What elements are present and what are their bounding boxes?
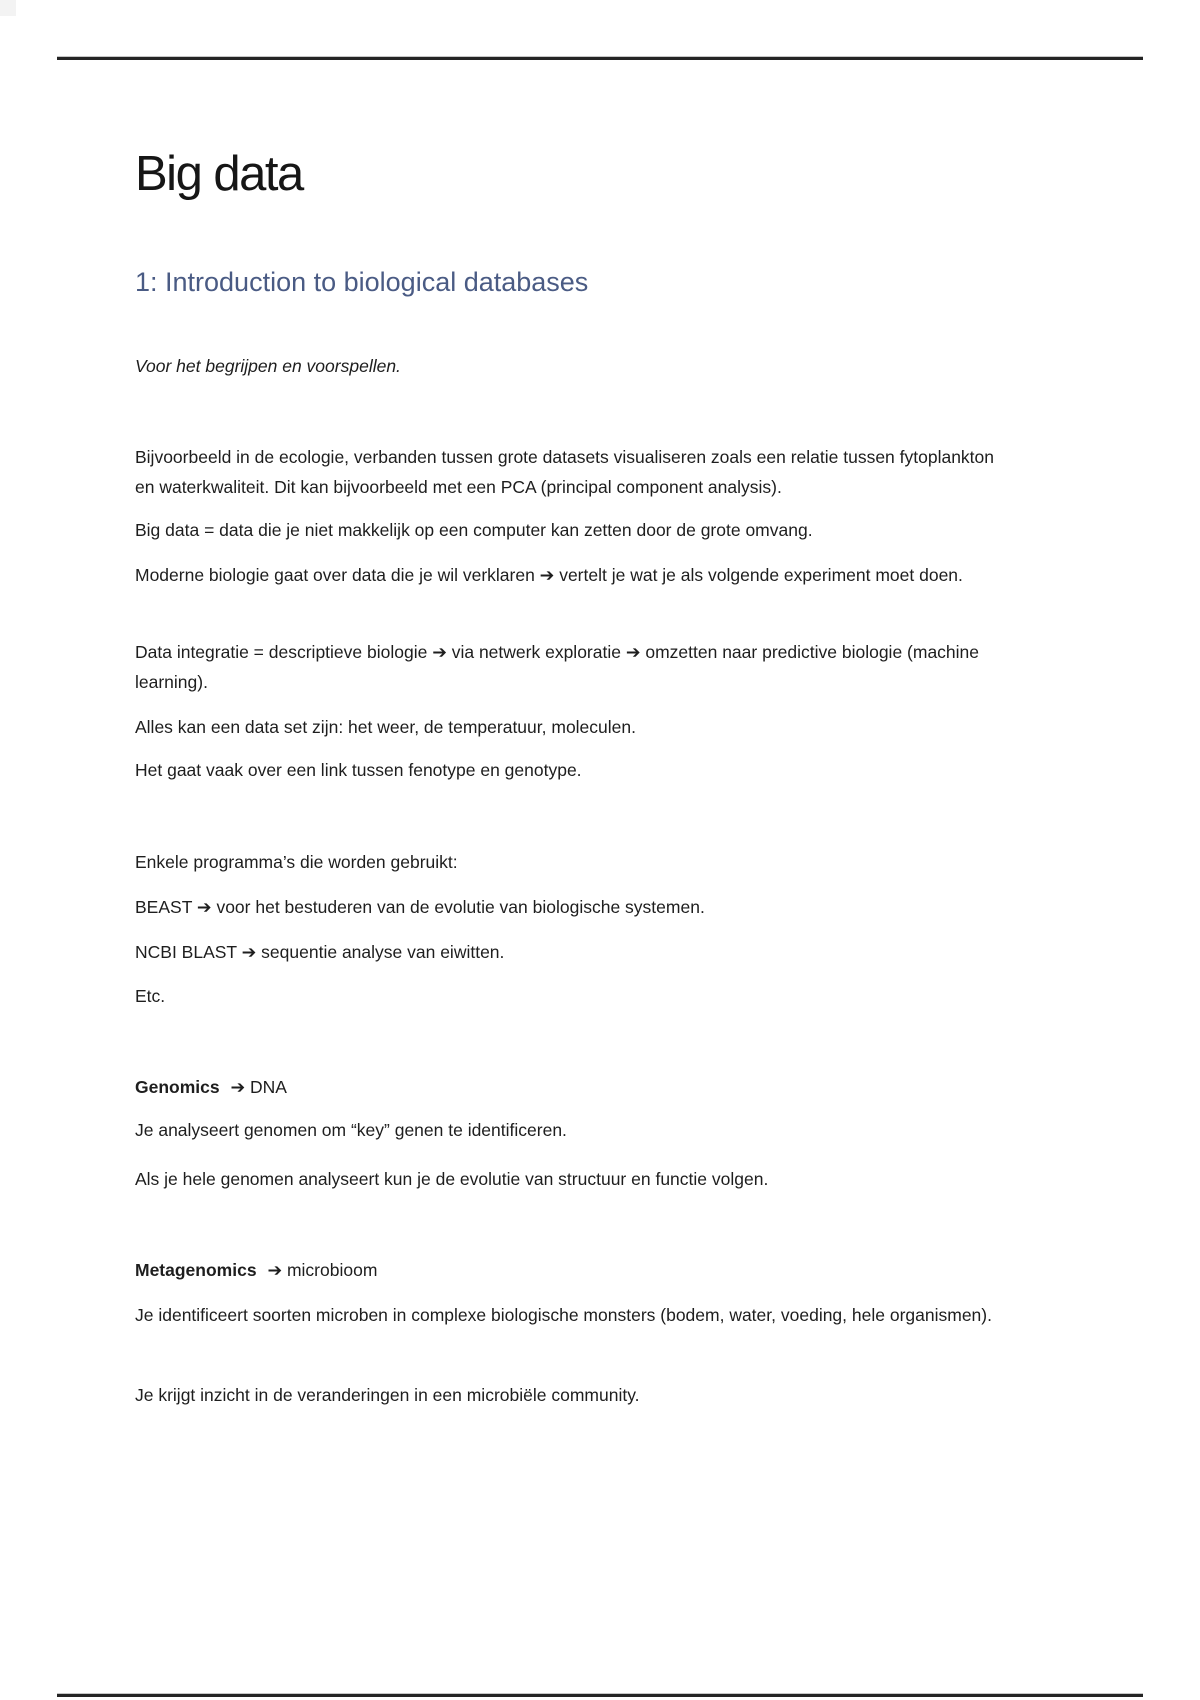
intro-note: Voor het begrijpen en voorspellen. xyxy=(135,356,401,376)
term-genomics-definition: ➔ DNA xyxy=(230,1077,287,1097)
term-line-genomics xyxy=(135,1072,1015,1102)
paragraph-dataset-voorbeelden: Alles kan een data set zijn: het weer, de temperatuur, moleculen. xyxy=(135,717,636,737)
paragraph-fenotype-genotype: Het gaat vaak over een link tussen fenotype en genotype. xyxy=(135,760,582,780)
scan-corner-artifact xyxy=(0,0,16,16)
term-metagenomics-definition: ➔ microbioom xyxy=(267,1260,378,1280)
document-title: Big data xyxy=(135,147,303,201)
bottom-border-rule xyxy=(57,1693,1143,1697)
paragraph-key-genen: Je analyseert genomen om “key” genen te identificeren. xyxy=(135,1120,567,1140)
paragraph-microbiele-community: Je krijgt inzicht in de veranderingen in een microbiële community. xyxy=(135,1385,640,1405)
paragraph-data-integratie: Data integratie = descriptieve biologie ➔ via netwerk exploratie ➔ omzetten naar predictive biologie (machine learning). xyxy=(135,642,980,692)
paragraph-programmas-intro: Enkele programma’s die worden gebruikt: xyxy=(135,852,458,872)
section-heading: 1: Introduction to biological databases xyxy=(135,267,589,297)
top-border-rule xyxy=(57,56,1143,60)
paragraph-etc: Etc. xyxy=(135,986,166,1006)
term-metagenomics-label: Metagenomics xyxy=(135,1260,257,1280)
paragraph-moderne-biologie: Moderne biologie gaat over data die je wil verklaren ➔ vertelt je wat je als volgende experiment moet doen. xyxy=(135,565,963,585)
paragraph-microben: Je identificeert soorten microben in complexe biologische monsters (bodem, water, voeding, hele organismen). xyxy=(135,1305,992,1325)
term-genomics-label: Genomics xyxy=(135,1077,220,1097)
term-line-metagenomics xyxy=(135,1255,1015,1285)
paragraph-bigdata-definition: Big data = data die je niet makkelijk op een computer kan zetten door de grote omvang. xyxy=(135,520,813,540)
paragraph-ecologie: Bijvoorbeeld in de ecologie, verbanden tussen grote datasets visualiseren zoals een relatie tussen fytoplankton en waterkwaliteit. Dit kan bijvoorbeeld met een PCA (principal component analysis). xyxy=(135,447,995,497)
paragraph-genomen-evolutie: Als je hele genomen analyseert kun je de evolutie van structuur en functie volgen. xyxy=(135,1169,769,1189)
paragraph-beast: BEAST ➔ voor het bestuderen van de evolutie van biologische systemen. xyxy=(135,897,705,917)
paragraph-ncbi-blast: NCBI BLAST ➔ sequentie analyse van eiwitten. xyxy=(135,942,505,962)
